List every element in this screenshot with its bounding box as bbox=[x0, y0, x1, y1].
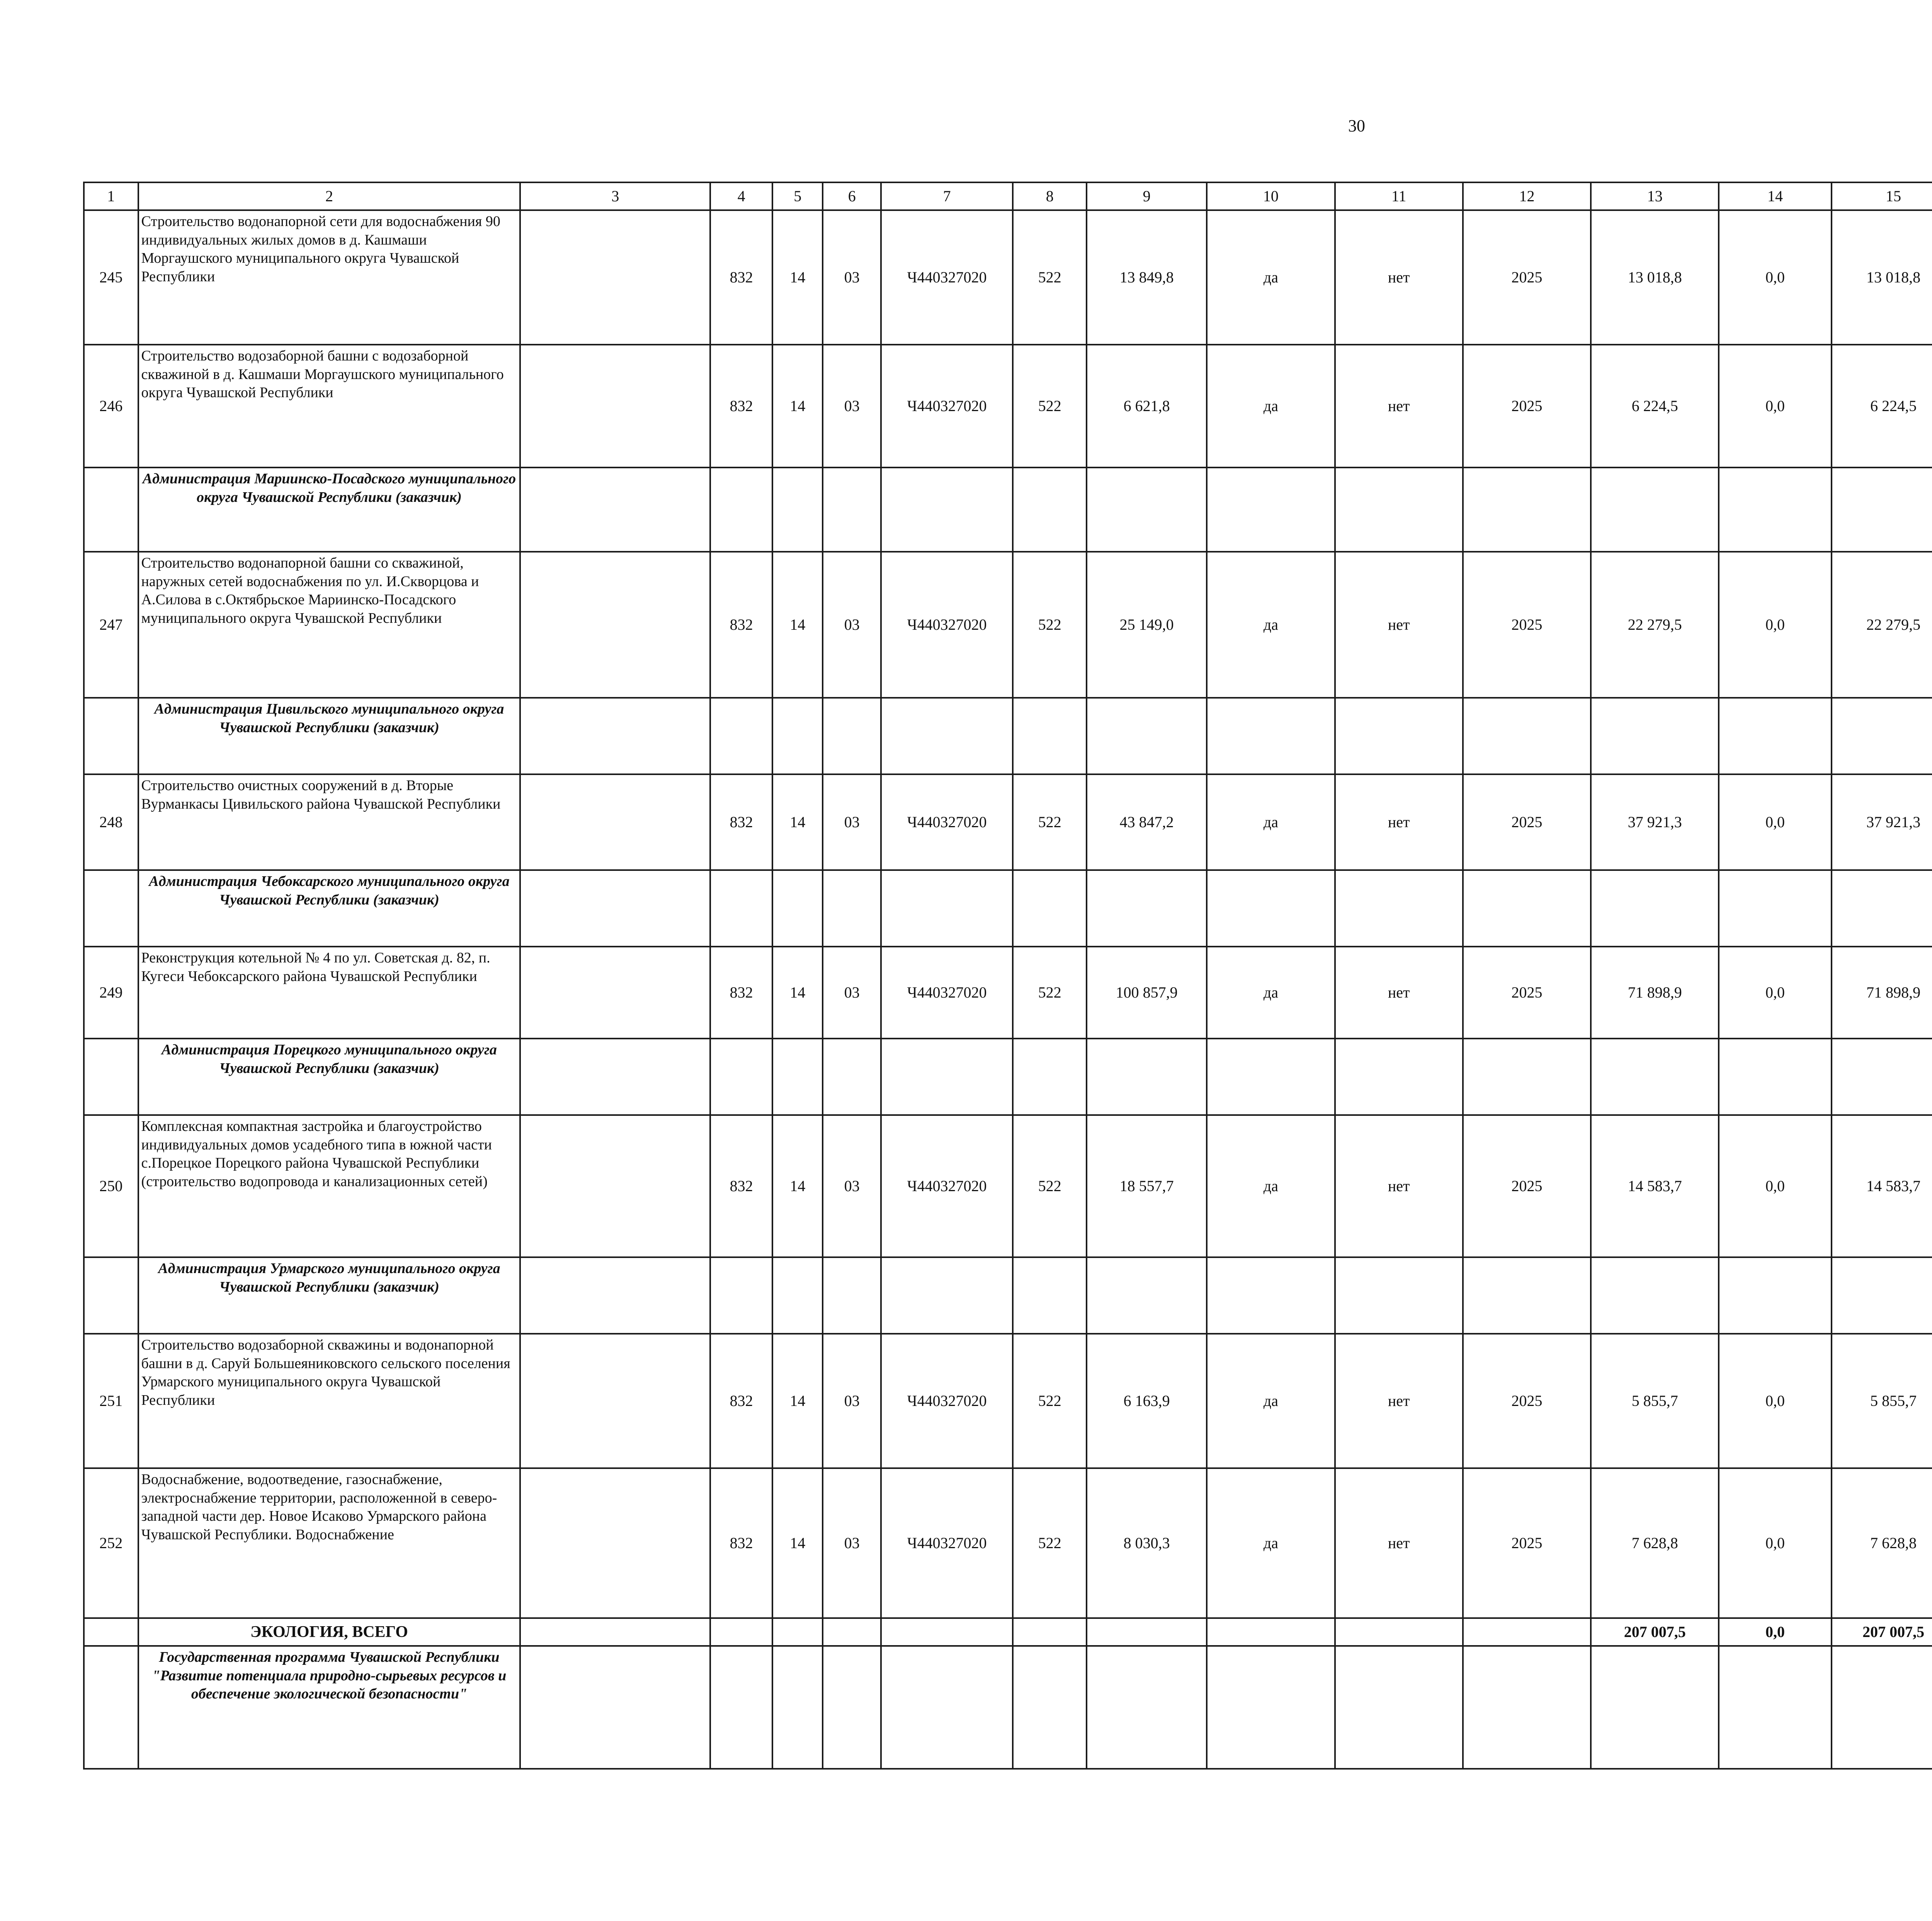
table-cell bbox=[1591, 468, 1719, 552]
table-cell bbox=[881, 468, 1013, 552]
table-cell: 522 bbox=[1013, 345, 1087, 468]
table-cell: Ч440327020 bbox=[881, 947, 1013, 1039]
table-cell bbox=[520, 1115, 710, 1257]
table-row bbox=[84, 1468, 1932, 1618]
table-cell: 832 bbox=[710, 1468, 772, 1618]
column-header: 2 bbox=[138, 182, 520, 210]
table-cell bbox=[1013, 468, 1087, 552]
group-title-cell: Администрация Урмарского муниципального округа Чувашской Республики (заказчик) bbox=[138, 1257, 520, 1334]
row-number-cell bbox=[84, 1257, 138, 1334]
table-cell bbox=[710, 1039, 772, 1115]
table-cell: 2025 bbox=[1463, 552, 1591, 698]
table-cell bbox=[1719, 1257, 1831, 1334]
table-cell bbox=[1591, 1257, 1719, 1334]
group-title-cell: Администрация Мариинско-Посадского муниципального округа Чувашской Республики (заказчик) bbox=[138, 468, 520, 552]
table-cell: 13 849,8 bbox=[1087, 210, 1207, 345]
table-cell: 37 921,3 bbox=[1591, 774, 1719, 870]
table-cell bbox=[1207, 468, 1335, 552]
table-cell: Ч440327020 bbox=[881, 345, 1013, 468]
table-cell: 03 bbox=[823, 345, 881, 468]
table-cell: 14 bbox=[772, 947, 823, 1039]
table-cell: 14 bbox=[772, 552, 823, 698]
table-cell bbox=[772, 1039, 823, 1115]
table-cell bbox=[823, 1257, 881, 1334]
table-cell bbox=[520, 947, 710, 1039]
row-number-cell: 247 bbox=[84, 552, 138, 698]
object-name-cell: Строительство водозаборной скважины и водонапорной башни в д. Саруй Большеяниковского сельского поселения Урмарского муниципального округа Чувашской Республики bbox=[138, 1334, 520, 1468]
table-cell: 22 279,5 bbox=[1832, 552, 1932, 698]
table-cell: 14 bbox=[772, 1468, 823, 1618]
table-cell bbox=[520, 210, 710, 345]
table-cell bbox=[1463, 468, 1591, 552]
table-cell bbox=[1832, 468, 1932, 552]
table-cell: 522 bbox=[1013, 1115, 1087, 1257]
column-header: 3 bbox=[520, 182, 710, 210]
table-cell: 37 921,3 bbox=[1832, 774, 1932, 870]
table-cell bbox=[823, 468, 881, 552]
group-header-row bbox=[84, 1646, 1932, 1769]
column-header: 12 bbox=[1463, 182, 1591, 210]
table-cell: 13 018,8 bbox=[1591, 210, 1719, 345]
table-cell bbox=[881, 1039, 1013, 1115]
table-cell: Ч440327020 bbox=[881, 552, 1013, 698]
table-cell: 6 224,5 bbox=[1591, 345, 1719, 468]
table-cell bbox=[1087, 468, 1207, 552]
table-cell bbox=[1832, 1039, 1932, 1115]
table-cell: 0,0 bbox=[1719, 1468, 1831, 1618]
table-cell: 0,0 bbox=[1719, 210, 1831, 345]
table-cell: 14 bbox=[772, 1334, 823, 1468]
table-row bbox=[84, 947, 1932, 1039]
row-number-cell: 252 bbox=[84, 1468, 138, 1618]
group-title-cell: Администрация Чебоксарского муниципального округа Чувашской Республики (заказчик) bbox=[138, 870, 520, 947]
table-cell bbox=[1719, 468, 1831, 552]
table-cell bbox=[710, 1618, 772, 1646]
table-cell bbox=[1463, 870, 1591, 947]
row-number-cell bbox=[84, 1646, 138, 1769]
table-cell: нет bbox=[1335, 210, 1463, 345]
table-cell: Ч440327020 bbox=[881, 1334, 1013, 1468]
table-cell bbox=[881, 1257, 1013, 1334]
table-cell: 14 583,7 bbox=[1832, 1115, 1932, 1257]
table-cell: 0,0 bbox=[1719, 774, 1831, 870]
table-cell bbox=[881, 870, 1013, 947]
table-cell: 2025 bbox=[1463, 1468, 1591, 1618]
table-cell: Ч440327020 bbox=[881, 1468, 1013, 1618]
group-title-cell: Государственная программа Чувашской Республики "Развитие потенциала природно-сырьевых ресурсов и обеспечение экологической безопасности" bbox=[138, 1646, 520, 1769]
table-cell: 03 bbox=[823, 1468, 881, 1618]
table-row bbox=[84, 210, 1932, 345]
table-cell bbox=[1719, 1039, 1831, 1115]
table-cell: 6 621,8 bbox=[1087, 345, 1207, 468]
row-number-cell bbox=[84, 1039, 138, 1115]
object-name-cell: Строительство водозаборной башни с водозаборной скважиной в д. Кашмаши Моргаушского муниципального округа Чувашской Республики bbox=[138, 345, 520, 468]
table-cell: 2025 bbox=[1463, 774, 1591, 870]
total-row bbox=[84, 1618, 1932, 1646]
table-cell: 6 224,5 bbox=[1832, 345, 1932, 468]
table-cell bbox=[881, 698, 1013, 774]
table-cell bbox=[1207, 1646, 1335, 1769]
table-cell: 14 bbox=[772, 774, 823, 870]
table-cell bbox=[1207, 1257, 1335, 1334]
row-number-cell: 246 bbox=[84, 345, 138, 468]
table-cell: 03 bbox=[823, 552, 881, 698]
object-name-cell: Комплексная компактная застройка и благоустройство индивидуальных домов усадебного типа в южной части с.Порецкое Порецкого района Чувашской Республики (строительство водопровода и канализационных сетей) bbox=[138, 1115, 520, 1257]
object-name-cell: Водоснабжение, водоотведение, газоснабжение, электроснабжение территории, расположенной в северо-западной части дер. Новое Исаково Урмарского района Чувашской Республики. Водоснабжение bbox=[138, 1468, 520, 1618]
page-number: 30 bbox=[1348, 116, 1365, 135]
table-cell bbox=[1207, 1039, 1335, 1115]
table-cell bbox=[520, 1468, 710, 1618]
column-header: 1 bbox=[84, 182, 138, 210]
table-cell: 6 163,9 bbox=[1087, 1334, 1207, 1468]
table-cell: 14 bbox=[772, 345, 823, 468]
group-header-row bbox=[84, 698, 1932, 774]
table-cell: нет bbox=[1335, 1115, 1463, 1257]
table-cell: да bbox=[1207, 345, 1335, 468]
table-cell bbox=[772, 870, 823, 947]
table-cell: да bbox=[1207, 774, 1335, 870]
column-header: 5 bbox=[772, 182, 823, 210]
table-cell bbox=[520, 774, 710, 870]
table-cell bbox=[1591, 698, 1719, 774]
table-cell bbox=[520, 698, 710, 774]
table-cell bbox=[823, 870, 881, 947]
table-cell bbox=[823, 1646, 881, 1769]
row-number-cell: 249 bbox=[84, 947, 138, 1039]
table-cell bbox=[1832, 1646, 1932, 1769]
table-cell: 832 bbox=[710, 1334, 772, 1468]
table-cell bbox=[772, 698, 823, 774]
table-cell: 03 bbox=[823, 210, 881, 345]
table-cell bbox=[1463, 1039, 1591, 1115]
table-cell bbox=[823, 1618, 881, 1646]
table-cell: 8 030,3 bbox=[1087, 1468, 1207, 1618]
table-cell: Ч440327020 bbox=[881, 774, 1013, 870]
table-cell bbox=[520, 1334, 710, 1468]
table-cell: 832 bbox=[710, 1115, 772, 1257]
table-cell bbox=[520, 468, 710, 552]
table-cell: 14 583,7 bbox=[1591, 1115, 1719, 1257]
table-cell bbox=[1013, 1257, 1087, 1334]
table-cell bbox=[520, 870, 710, 947]
table-cell: 0,0 bbox=[1719, 1334, 1831, 1468]
table-cell bbox=[710, 870, 772, 947]
table-cell: 100 857,9 bbox=[1087, 947, 1207, 1039]
table-cell bbox=[1207, 1618, 1335, 1646]
table-cell bbox=[772, 468, 823, 552]
row-number-cell bbox=[84, 1618, 138, 1646]
table-cell: 522 bbox=[1013, 1468, 1087, 1618]
table-cell: 522 bbox=[1013, 1334, 1087, 1468]
table-cell bbox=[1832, 870, 1932, 947]
table-cell: нет bbox=[1335, 1334, 1463, 1468]
column-header: 9 bbox=[1087, 182, 1207, 210]
table-cell: 25 149,0 bbox=[1087, 552, 1207, 698]
table-cell: 522 bbox=[1013, 210, 1087, 345]
table-cell: 03 bbox=[823, 1115, 881, 1257]
table-cell: 522 bbox=[1013, 774, 1087, 870]
row-number-cell bbox=[84, 468, 138, 552]
table-cell: 0,0 bbox=[1719, 552, 1831, 698]
object-name-cell: Реконструкция котельной № 4 по ул. Советская д. 82, п. Кугеси Чебоксарского района Чувашской Республики bbox=[138, 947, 520, 1039]
table-cell bbox=[1335, 698, 1463, 774]
table-cell bbox=[1719, 698, 1831, 774]
table-cell: 7 628,8 bbox=[1832, 1468, 1932, 1618]
table-cell: 43 847,2 bbox=[1087, 774, 1207, 870]
table-cell bbox=[1335, 1618, 1463, 1646]
table-cell bbox=[1719, 870, 1831, 947]
table-cell: нет bbox=[1335, 774, 1463, 870]
table-cell bbox=[1013, 870, 1087, 947]
table-cell: да bbox=[1207, 552, 1335, 698]
column-header: 10 bbox=[1207, 182, 1335, 210]
table-row bbox=[84, 1334, 1932, 1468]
column-header: 7 bbox=[881, 182, 1013, 210]
object-name-cell: Строительство водонапорной башни со скважиной, наружных сетей водоснабжения по ул. И.Скворцова и А.Силова в с.Октябрьское Мариинско-Посадского муниципального округа Чувашской Республики bbox=[138, 552, 520, 698]
column-header: 4 bbox=[710, 182, 772, 210]
table-cell: да bbox=[1207, 947, 1335, 1039]
table-cell: 832 bbox=[710, 210, 772, 345]
table-cell: 5 855,7 bbox=[1591, 1334, 1719, 1468]
table-cell bbox=[1463, 698, 1591, 774]
budget-table bbox=[83, 182, 1932, 1770]
total-label-cell: ЭКОЛОГИЯ, ВСЕГО bbox=[138, 1618, 520, 1646]
table-cell: нет bbox=[1335, 345, 1463, 468]
object-name-cell: Строительство водонапорной сети для водоснабжения 90 индивидуальных жилых домов в д. Кашмаши Моргаушского муниципального округа Чувашской Республики bbox=[138, 210, 520, 345]
table-cell bbox=[1207, 698, 1335, 774]
table-cell: 2025 bbox=[1463, 1115, 1591, 1257]
table-cell bbox=[1087, 870, 1207, 947]
table-cell: 22 279,5 bbox=[1591, 552, 1719, 698]
table-cell bbox=[823, 698, 881, 774]
table-cell: 14 bbox=[772, 1115, 823, 1257]
table-cell: 03 bbox=[823, 947, 881, 1039]
table-cell: нет bbox=[1335, 947, 1463, 1039]
table-cell bbox=[1591, 870, 1719, 947]
table-cell bbox=[1087, 1257, 1207, 1334]
table-cell bbox=[1087, 698, 1207, 774]
table-cell bbox=[520, 1618, 710, 1646]
table-cell: 0,0 bbox=[1719, 1618, 1831, 1646]
table-cell: да bbox=[1207, 1115, 1335, 1257]
table-cell bbox=[1463, 1257, 1591, 1334]
table-cell: да bbox=[1207, 210, 1335, 345]
row-number-cell bbox=[84, 870, 138, 947]
table-cell bbox=[1013, 1618, 1087, 1646]
table-cell bbox=[1207, 870, 1335, 947]
table-cell: Ч440327020 bbox=[881, 1115, 1013, 1257]
table-cell: 03 bbox=[823, 1334, 881, 1468]
table-cell bbox=[1087, 1618, 1207, 1646]
column-header: 11 bbox=[1335, 182, 1463, 210]
table-cell: 14 bbox=[772, 210, 823, 345]
column-header: 6 bbox=[823, 182, 881, 210]
group-title-cell: Администрация Порецкого муниципального округа Чувашской Республики (заказчик) bbox=[138, 1039, 520, 1115]
group-header-row bbox=[84, 1039, 1932, 1115]
table-cell: 832 bbox=[710, 552, 772, 698]
object-name-cell: Строительство очистных сооружений в д. Вторые Вурманкасы Цивильского района Чувашской Республики bbox=[138, 774, 520, 870]
table-cell: 832 bbox=[710, 774, 772, 870]
table-cell bbox=[710, 698, 772, 774]
table-cell: 832 bbox=[710, 947, 772, 1039]
table-cell bbox=[520, 345, 710, 468]
table-cell bbox=[772, 1257, 823, 1334]
table-cell: 207 007,5 bbox=[1832, 1618, 1932, 1646]
table-cell: 522 bbox=[1013, 552, 1087, 698]
column-header: 13 bbox=[1591, 182, 1719, 210]
table-cell bbox=[1335, 1646, 1463, 1769]
column-header: 15 bbox=[1832, 182, 1932, 210]
table-cell bbox=[1591, 1646, 1719, 1769]
group-title-cell: Администрация Цивильского муниципального округа Чувашской Республики (заказчик) bbox=[138, 698, 520, 774]
table-cell bbox=[1013, 698, 1087, 774]
table-cell: да bbox=[1207, 1468, 1335, 1618]
table-cell: 13 018,8 bbox=[1832, 210, 1932, 345]
table-cell: 03 bbox=[823, 774, 881, 870]
table-cell: 7 628,8 bbox=[1591, 1468, 1719, 1618]
table-cell bbox=[710, 1646, 772, 1769]
table-cell: 2025 bbox=[1463, 210, 1591, 345]
table-cell bbox=[520, 552, 710, 698]
table-cell: нет bbox=[1335, 552, 1463, 698]
row-number-cell bbox=[84, 698, 138, 774]
table-cell: 522 bbox=[1013, 947, 1087, 1039]
table-cell: Ч440327020 bbox=[881, 210, 1013, 345]
row-number-cell: 250 bbox=[84, 1115, 138, 1257]
table-cell: 2025 bbox=[1463, 345, 1591, 468]
table-cell bbox=[1832, 1257, 1932, 1334]
table-cell bbox=[1463, 1618, 1591, 1646]
column-header: 8 bbox=[1013, 182, 1087, 210]
table-cell bbox=[520, 1039, 710, 1115]
table-cell bbox=[1335, 468, 1463, 552]
table-row bbox=[84, 552, 1932, 698]
column-header: 14 bbox=[1719, 182, 1831, 210]
table-cell: 0,0 bbox=[1719, 1115, 1831, 1257]
table-row bbox=[84, 345, 1932, 468]
table-cell bbox=[1719, 1646, 1831, 1769]
table-cell bbox=[1013, 1039, 1087, 1115]
group-header-row bbox=[84, 1257, 1932, 1334]
table-cell bbox=[1463, 1646, 1591, 1769]
table-cell bbox=[1335, 870, 1463, 947]
table-cell bbox=[1335, 1257, 1463, 1334]
table-cell: 18 557,7 bbox=[1087, 1115, 1207, 1257]
table-cell bbox=[823, 1039, 881, 1115]
table-cell bbox=[1087, 1646, 1207, 1769]
table-cell bbox=[520, 1257, 710, 1334]
group-header-row bbox=[84, 468, 1932, 552]
table-cell bbox=[1335, 1039, 1463, 1115]
table-cell bbox=[881, 1646, 1013, 1769]
table-cell: 832 bbox=[710, 345, 772, 468]
table-cell bbox=[772, 1646, 823, 1769]
group-header-row bbox=[84, 870, 1932, 947]
table-cell: да bbox=[1207, 1334, 1335, 1468]
row-number-cell: 251 bbox=[84, 1334, 138, 1468]
table-cell: 2025 bbox=[1463, 947, 1591, 1039]
table-cell: 2025 bbox=[1463, 1334, 1591, 1468]
row-number-cell: 248 bbox=[84, 774, 138, 870]
table-cell: 207 007,5 bbox=[1591, 1618, 1719, 1646]
table-cell bbox=[1591, 1039, 1719, 1115]
table-cell: 71 898,9 bbox=[1591, 947, 1719, 1039]
table-cell bbox=[1013, 1646, 1087, 1769]
table-cell bbox=[1832, 698, 1932, 774]
row-number-cell: 245 bbox=[84, 210, 138, 345]
table-cell bbox=[710, 1257, 772, 1334]
table-cell bbox=[520, 1646, 710, 1769]
table-cell bbox=[881, 1618, 1013, 1646]
table-cell: 71 898,9 bbox=[1832, 947, 1932, 1039]
table-cell: 0,0 bbox=[1719, 947, 1831, 1039]
header-row bbox=[84, 182, 1932, 210]
table-row bbox=[84, 1115, 1932, 1257]
table-cell: 5 855,7 bbox=[1832, 1334, 1932, 1468]
table-cell: нет bbox=[1335, 1468, 1463, 1618]
table-cell bbox=[710, 468, 772, 552]
table-cell bbox=[1087, 1039, 1207, 1115]
table-cell bbox=[772, 1618, 823, 1646]
table-cell: 0,0 bbox=[1719, 345, 1831, 468]
table-row bbox=[84, 774, 1932, 870]
